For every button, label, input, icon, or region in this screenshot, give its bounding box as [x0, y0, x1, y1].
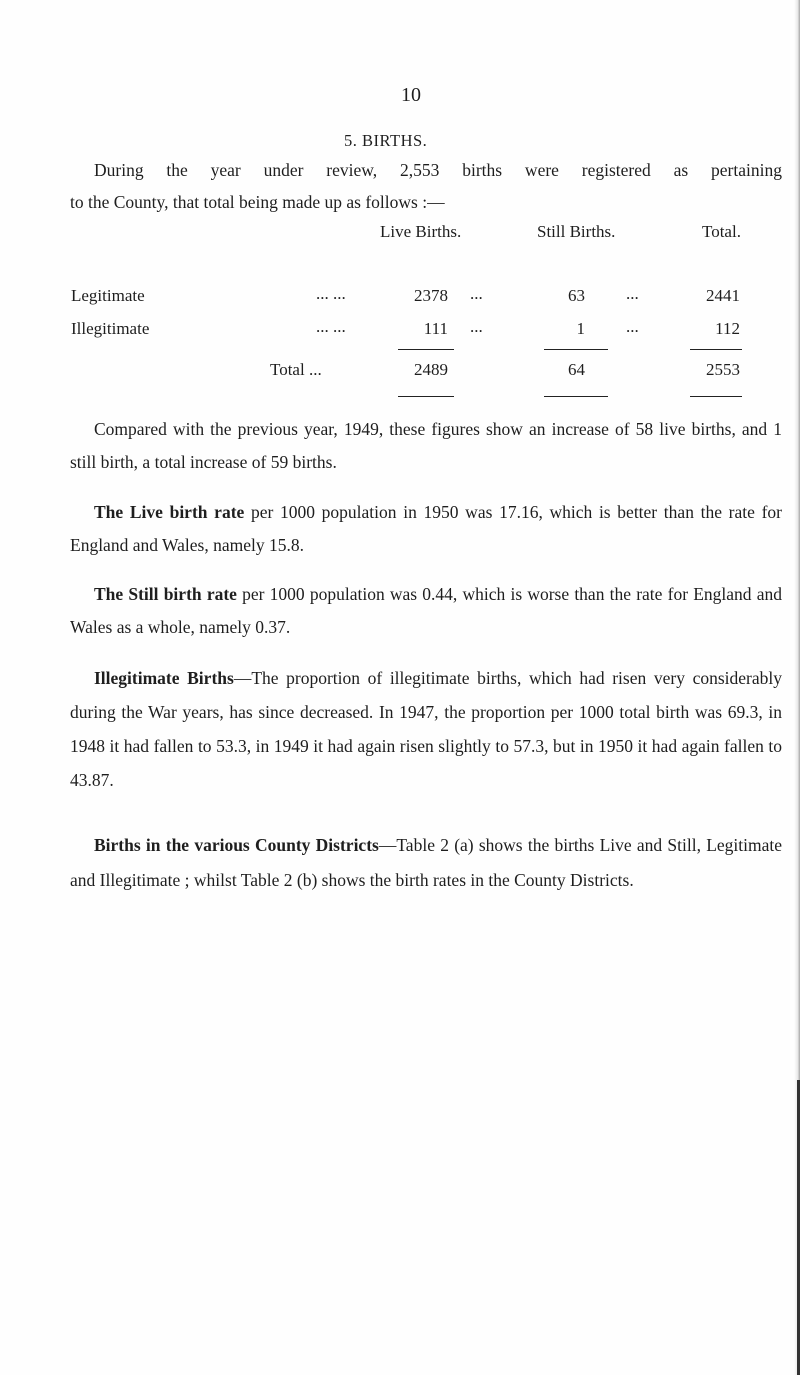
sum-rule	[398, 349, 454, 350]
comparison-paragraph: Compared with the previous year, 1949, these figures show an increase of 58 live births, and 1 still birth, a total increase of 59 births.	[70, 419, 782, 472]
sum-rule	[544, 396, 608, 397]
still-birth-rate-paragraph: The Still birth rate per 1000 population was 0.44, which is worse than the rate for England and Wales as a whole, namely 0.37.	[70, 584, 782, 637]
cell-still-births: 1	[576, 319, 585, 338]
column-header-still-births: Still Births.	[537, 222, 616, 241]
live-birth-rate-heading: The Live birth rate	[94, 502, 245, 522]
leader-dots: ...	[470, 317, 483, 336]
leader-dots: ...	[470, 284, 483, 303]
row-label: Legitimate	[71, 286, 145, 305]
sum-rule	[398, 396, 454, 397]
county-districts-paragraph: Births in the various County Districts—Table 2 (a) shows the births Live and Still, Legitimate and Illegitimate ; whilst Table 2 (b) shows the birth rates in the County Districts.	[70, 835, 783, 890]
still-birth-rate-heading: The Still birth rate	[94, 584, 237, 604]
sum-rule	[544, 349, 608, 350]
intro-line-1: During the year under review, 2,553 births were registered as pertaining	[94, 160, 782, 180]
live-birth-rate-paragraph: The Live birth rate per 1000 population in 1950 was 17.16, which is better than the rate for England and Wales, namely 15.8.	[70, 502, 782, 555]
row-label: Illegitimate	[71, 319, 150, 338]
cell-still-births: 63	[568, 286, 585, 305]
cell-total: 112	[715, 319, 740, 338]
section-heading: 5. BIRTHS.	[344, 131, 428, 150]
cell-live-births: 2378	[414, 286, 448, 305]
page-number: 10	[401, 84, 421, 106]
column-header-live-births: Live Births.	[380, 222, 462, 241]
cell-total: 2441	[706, 286, 740, 305]
sum-rule	[690, 396, 742, 397]
column-header-total: Total.	[702, 222, 741, 241]
cell-total-total: 2553	[706, 360, 740, 379]
leader-dots: ...	[626, 317, 639, 336]
leader-dots: ...	[626, 284, 639, 303]
county-districts-heading: Births in the various County Districts	[94, 835, 379, 855]
leader-dots: ... ...	[316, 317, 346, 336]
total-row-label: Total ...	[270, 360, 322, 379]
sum-rule	[690, 349, 742, 350]
cell-still-births-total: 64	[568, 360, 585, 379]
leader-dots: ... ...	[316, 284, 346, 303]
intro-paragraph	[70, 154, 782, 218]
illegitimate-births-heading: Illegitimate Births	[94, 668, 234, 688]
cell-live-births-total: 2489	[414, 360, 448, 379]
cell-live-births: 111	[423, 319, 448, 338]
illegitimate-births-paragraph: Illegitimate Births—The proportion of illegitimate births, which had risen very considerably during the War years, has since decreased. In 1947, the proportion per 1000 total birth was 69.3, in 1948 it had fallen to 53.3, in 1949 it had again risen slightly to 57.3, but in 1950 it had again fallen to 43.87.	[70, 668, 782, 790]
intro-line-2: to the County, that total being made up as follows :—	[70, 192, 445, 212]
